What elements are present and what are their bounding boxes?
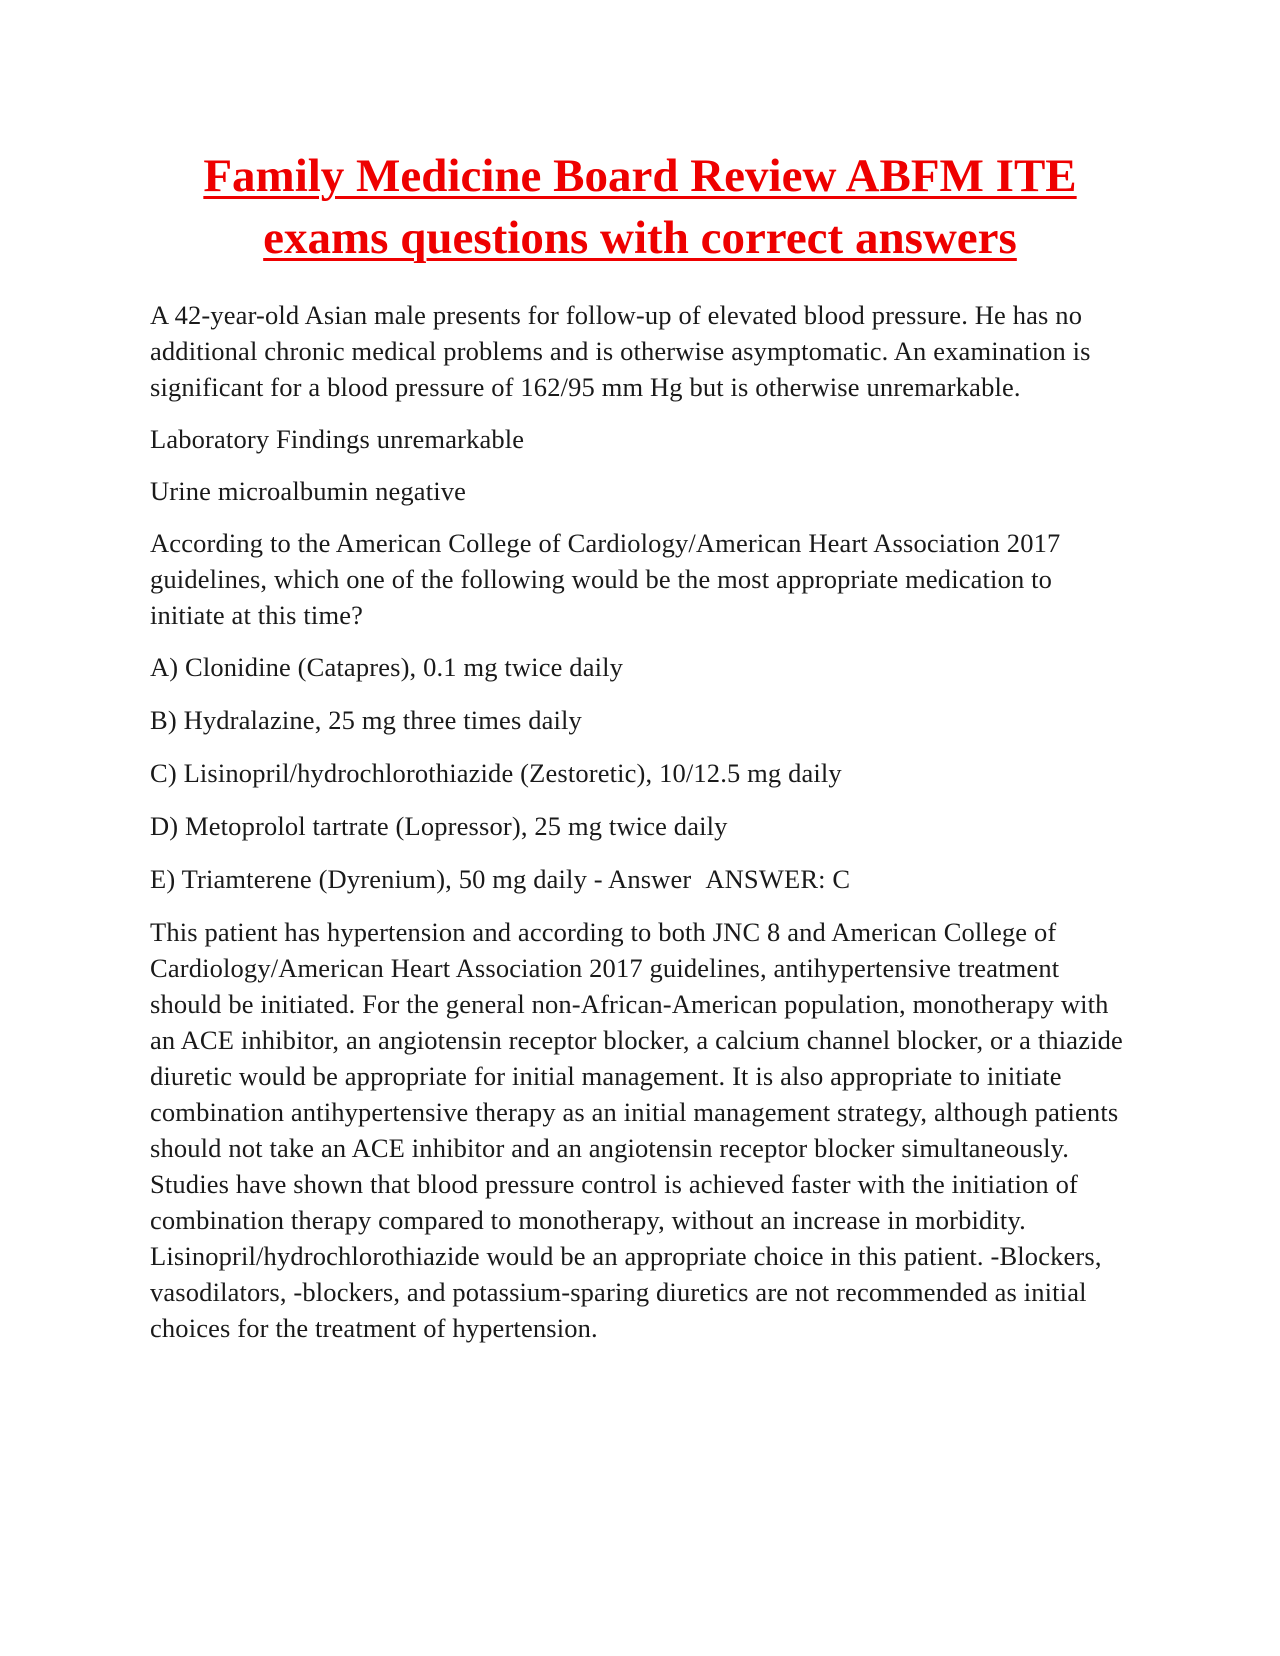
option-e: E) Triamterene (Dyrenium), 50 mg daily - Answer: [150, 864, 692, 894]
question-stem: A 42-year-old Asian male presents for follow-up of elevated blood pressure. He has no additional chronic medical problems and is otherwise asymptomatic. An examination is significant for a blood pressure of 162/95 mm Hg but is otherwise unremarkable.: [150, 300, 1091, 402]
option-c: C) Lisinopril/hydrochlorothiazide (Zestoretic), 10/12.5 mg daily: [150, 758, 842, 788]
option-d: D) Metoprolol tartrate (Lopressor), 25 mg twice daily: [150, 811, 728, 841]
lab-findings: Laboratory Findings unremarkable: [150, 424, 525, 454]
question-prompt: According to the American College of Cardiology/American Heart Association 2017 guidelines, which one of the following would be the most appropriate medication to initiate at this time?: [150, 528, 1061, 630]
explanation: This patient has hypertension and according to both JNC 8 and American College of Cardiology/American Heart Association 2017 guidelines, antihypertensive treatment should be initiated. For the general non-African-American population, monotherapy with an ACE inhibitor, an angiotensin receptor blocker, a calcium channel blocker, or a thiazide diuretic would be appropriate for initial management. It is also appropriate to initiate combination antihypertensive therapy as an initial management strategy, although patients should not take an ACE inhibitor and an angiotensin receptor blocker simultaneously. Studies have shown that blood pressure control is achieved faster with the initiation of combination therapy compared to monotherapy, without an increase in morbidity. Lisinopril/hydrochlorothiazide would be an appropriate choice in this patient. -Blockers, vasodilators, -blockers, and potassium-sparing diuretics are not recommended as initial choices for the treatment of hypertension.: [150, 917, 1123, 1343]
document-page: [150, 145, 1130, 1362]
option-a: A) Clonidine (Catapres), 0.1 mg twice daily: [150, 652, 624, 682]
option-e-with-answer: [150, 861, 1130, 897]
document-title: Family Medicine Board Review ABFM ITE exams questions with correct answers: [203, 150, 1077, 264]
urine-result: Urine microalbumin negative: [150, 476, 467, 506]
answer-label: ANSWER: C: [705, 864, 851, 894]
option-b: B) Hydralazine, 25 mg three times daily: [150, 705, 582, 735]
